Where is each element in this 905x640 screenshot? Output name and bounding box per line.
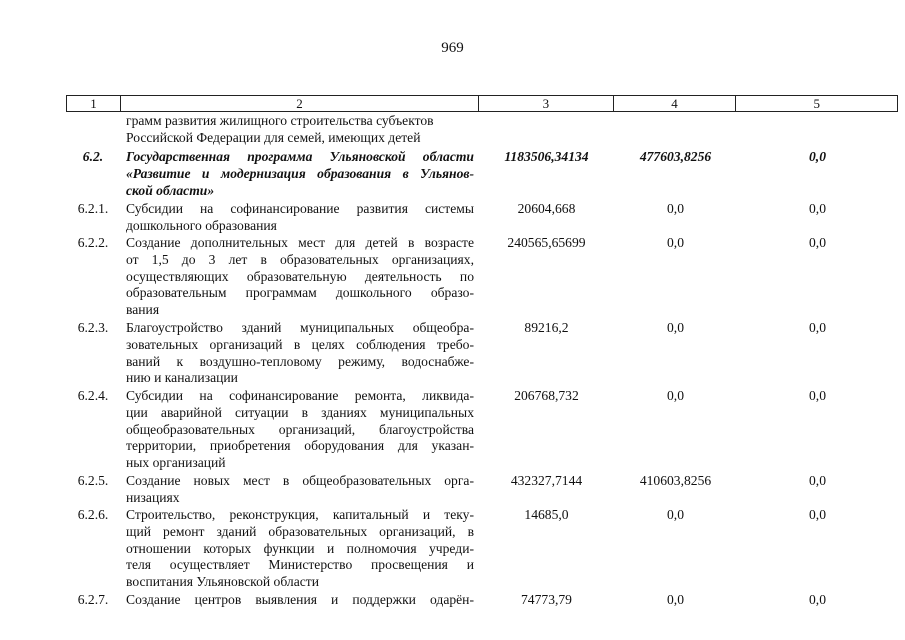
description-line: «Развитие и модернизация образования в Ульянов- xyxy=(126,165,474,181)
row-number: 6.2. xyxy=(82,149,104,164)
row-value-col5: 0,0 xyxy=(809,320,826,335)
description-line: Субсидии на софинансирование ремонта, ликвида- xyxy=(126,388,474,403)
description-line: Создание центров выявления и поддержки одарён- xyxy=(126,592,474,607)
row-value-col4: 0,0 xyxy=(667,235,684,250)
description-line: вания xyxy=(126,302,160,318)
row-value-col4: 410603,8256 xyxy=(639,473,712,488)
row-value-col3: 1183506,34134 xyxy=(504,149,589,164)
row-value-col3: 20604,668 xyxy=(517,201,576,216)
description-line: Российской Федерации для семей, имеющих детей xyxy=(126,129,421,145)
description-line: осуществляющих образовательную деятельность по xyxy=(126,268,474,284)
description-line: ской области» xyxy=(126,182,215,198)
row-value-col3: 74773,79 xyxy=(521,592,572,607)
row-value-col5: 0,0 xyxy=(809,473,826,488)
header-col-5: 5 xyxy=(813,96,820,111)
description-line: теля осуществляет Министерство просвещения и xyxy=(126,557,474,573)
description-line: дошкольного образования xyxy=(126,217,277,233)
row-value-col4: 0,0 xyxy=(667,201,684,216)
description-line: ваний к воздушно-тепловому режиму, водоснабже- xyxy=(126,353,474,369)
row-description xyxy=(126,149,474,199)
row-description xyxy=(126,388,474,472)
page-number: 969 xyxy=(441,40,464,56)
description-line: Субсидии на софинансирование развития системы xyxy=(126,201,474,216)
row-description xyxy=(126,473,474,507)
row-value-col3: 240565,65699 xyxy=(507,235,586,250)
header-col-2: 2 xyxy=(121,96,479,111)
row-number: 6.2.7. xyxy=(77,592,109,607)
row-value-col3: 432327,7144 xyxy=(510,473,583,488)
row-description xyxy=(126,201,474,235)
description-line: зовательных организаций в целях соблюдения требо- xyxy=(126,336,474,352)
row-description xyxy=(126,507,474,591)
header-col-3: 3 xyxy=(479,96,614,111)
description-line: Строительство, реконструкция, капитальный и теку- xyxy=(126,507,474,522)
description-line: воспитания Ульяновской области xyxy=(126,574,319,590)
header-col-4: 4 xyxy=(614,96,737,111)
description-line: Государственная программа Ульяновской области xyxy=(126,149,474,164)
description-line: Создание дополнительных мест для детей в возрасте xyxy=(126,235,474,250)
description-line: низациях xyxy=(126,489,180,505)
row-value-col5: 0,0 xyxy=(809,592,826,607)
row-value-col3: 14685,0 xyxy=(524,507,569,522)
row-number: 6.2.4. xyxy=(77,388,109,403)
header-col-1: 1 xyxy=(67,96,121,111)
row-number: 6.2.1. xyxy=(77,201,109,216)
row-description xyxy=(126,320,474,387)
row-value-col5: 0,0 xyxy=(809,507,826,522)
row-value-col4: 477603,8256 xyxy=(639,149,712,164)
description-line: образовательным программам дошкольного образо- xyxy=(126,285,474,301)
row-number: 6.2.2. xyxy=(77,235,109,250)
row-value-col5: 0,0 xyxy=(809,201,826,216)
description-line: ции аварийной ситуации в зданиях муниципальных xyxy=(126,404,474,420)
description-line: Благоустройство зданий муниципальных общеобра- xyxy=(126,320,474,335)
row-value-col5: 0,0 xyxy=(809,149,826,164)
row-value-col5: 0,0 xyxy=(809,388,826,403)
row-number: 6.2.5. xyxy=(77,473,109,488)
row-value-col4: 0,0 xyxy=(667,320,684,335)
row-description xyxy=(126,113,474,147)
row-value-col3: 206768,732 xyxy=(514,388,579,403)
row-number: 6.2.3. xyxy=(77,320,109,335)
description-line: нию и канализации xyxy=(126,370,238,386)
row-number: 6.2.6. xyxy=(77,507,109,522)
row-description xyxy=(126,592,474,609)
description-line: Создание новых мест в общеобразовательных орга- xyxy=(126,473,474,488)
row-value-col4: 0,0 xyxy=(667,507,684,522)
description-line: ных организаций xyxy=(126,455,226,471)
row-description xyxy=(126,235,474,319)
description-line: отношении которых функции и полномочия учреди- xyxy=(126,540,474,556)
description-line: щий ремонт зданий образовательных организаций, в xyxy=(126,523,474,539)
row-value-col5: 0,0 xyxy=(809,235,826,250)
row-value-col3: 89216,2 xyxy=(524,320,569,335)
row-value-col4: 0,0 xyxy=(667,592,684,607)
description-line: территории, приобретения оборудования для указан- xyxy=(126,438,474,454)
description-line: грамм развития жилищного строительства субъектов xyxy=(126,113,434,128)
row-value-col4: 0,0 xyxy=(667,388,684,403)
description-line: от 1,5 до 3 лет в образовательных организациях, xyxy=(126,251,474,267)
table-header-row xyxy=(66,95,898,112)
description-line: общеобразовательных организаций, благоустройства xyxy=(126,421,474,437)
